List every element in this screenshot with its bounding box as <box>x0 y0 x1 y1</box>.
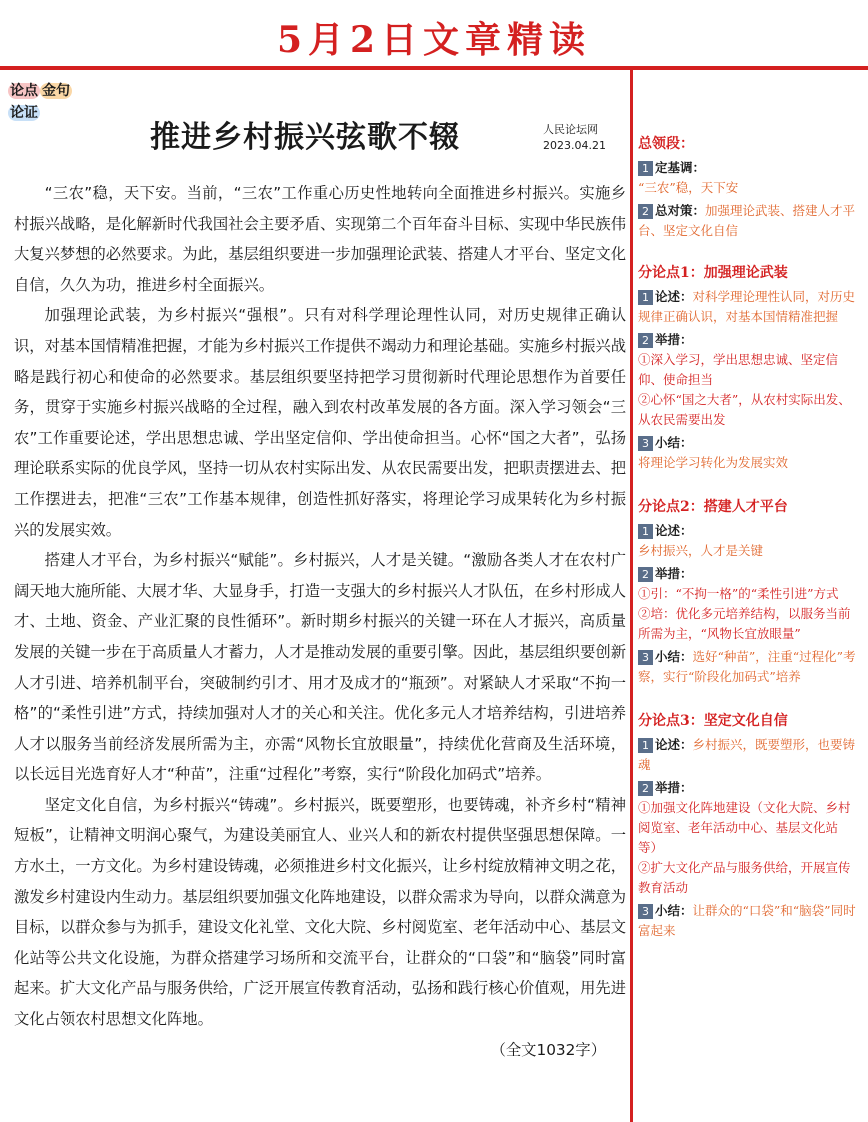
number-icon: 1 <box>638 738 653 753</box>
number-icon: 3 <box>638 904 653 919</box>
article-title: 推进乡村振兴弦歌不辍 <box>150 120 460 155</box>
source-name: 人民论坛网 <box>543 123 598 136</box>
number-icon: 1 <box>638 290 653 305</box>
section-2-title: 分论点2：搭建人才平台 <box>638 499 788 515</box>
paragraph-intro: “三农”稳，天下安。当前，“三农”工作重心历史性地转向全面推进乡村振兴。实施乡村振兴战略，是化解新时代我国社会主要矛盾、实现第二个百年奋斗目标、实现中华民族伟大复兴梦想的必然要求。为此，基层组织要进一步加强理论武装、搭建人才平台、坚定文化自信，久久为功，推进乡村全面振兴。 <box>14 184 626 294</box>
column-divider <box>630 70 633 1122</box>
number-icon: 2 <box>638 567 653 582</box>
number-icon: 3 <box>638 650 653 665</box>
page-title: 5月2日文章精读 <box>276 19 592 61</box>
page-header <box>0 0 868 70</box>
section-3-title: 分论点3：坚定文化自信 <box>638 713 788 729</box>
highlight-legend <box>8 80 72 124</box>
paragraph-culture: 坚定文化自信，为乡村振兴“铸魂”。乡村振兴，既要塑形，也要铸魂，补齐乡村“精神短板”，让精神文明润心聚气，为建设美丽宜人、业兴人和的新农村提供坚强思想保障。一方水土，一方文化。为乡村建设铸魂，必须推进乡村文化振兴，让乡村绽放精神文明之花，激发乡村建设内生动力。基层组织要加强文化阵地建设，以群众需求为导向，以群众满意为目标，以群众参与为抓手，建设文化礼堂、文化大院、乡村阅览室、老年活动中心、基层文化站等公共文化设施，为群众搭建学习场所和交流平台，让群众的“口袋”和“脑袋”同时富起来。扩大文化产品与服务供给，广泛开展宣传教育活动，弘扬和践行核心价值观，用先进文化占领农村思想文化阵地。 <box>14 795 626 1029</box>
article-body <box>14 178 626 1065</box>
word-count: （全文1032字） <box>490 1040 606 1059</box>
section-1-title: 分论点1：加强理论武装 <box>638 265 788 281</box>
article-source <box>543 122 606 154</box>
source-date: 2023.04.21 <box>543 139 606 152</box>
general-section-title: 总领段： <box>638 136 694 152</box>
number-icon: 3 <box>638 436 653 451</box>
analysis-sidebar: 总领段： 1 定基调： “三农”稳，天下安 2 总对策：加强理论武装、搭建人才平台、坚定文化自信 分论点1：加强理论武装 1 论述：对科学理论理性认同，对历史规律正确认识，对基本国情精准把握 2 举措： ①深入学习，学出思想忠诚、坚定信仰、使命担当 ②心怀“国之大者”，从农村实际出发、从农民需要出发 3 小结： 将理论学习转化为发展实效 分论点2：搭建人才平台 1 论述： 乡村振兴，人才是关键 2 举措： ①引：“不拘一格”的“柔性引进”方式 ②培：优化多元培养结构，以服务当前所需为主，“风物长宜放眼量” 3 小结：选好“种苗”，注重“过程化”考察，实行“阶段化加码式”培养 分论点3：坚定文化自信 1 论述：乡村振兴，既要塑形，也要铸魂 2 举措： ①加强文化阵地建设（文化大院、乡村阅览室、老年活动中心、基层文化站等） ②扩大文化产品与服务供给，开展宣传教育活动 3 小结：让群众的“口袋”和“脑袋”同时富起来 <box>638 134 862 944</box>
legend-lundian: 论点 <box>10 83 38 99</box>
number-icon: 2 <box>638 204 653 219</box>
number-icon: 2 <box>638 333 653 348</box>
paragraph-talent: 搭建人才平台，为乡村振兴“赋能”。乡村振兴，人才是关键。“激励各类人才在农村广阔天地大施所能、大展才华、大显身手，打造一支强大的乡村振兴人才队伍，在乡村形成人才、土地、资金、产业汇聚的良性循环”。新时期乡村振兴的关键一环在人才振兴，高质量发展的关键一步在于高质量人才蓄力，人才是推动发展的重要引擎。因此，基层组织要创新人才引进、培养机制平台，突破制约引才、用才及成才的“瓶颈”。对紧缺人才采取“不拘一格”的“柔性引进”方式，持续加强对人才的关心和关注。优化多元人才培养结构，引进培养人才以服务当前经济发展所需为主，亦需“风物长宜放眼量”，持续优化营商及生活环境，以长远目光选育好人才“种苗”，注重“过程化”考察，实行“阶段化加码式”培养。 <box>14 551 626 784</box>
legend-lunzheng: 论证 <box>10 105 38 121</box>
number-icon: 1 <box>638 524 653 539</box>
number-icon: 1 <box>638 161 653 176</box>
header-rule <box>0 66 868 70</box>
legend-jinju: 金句 <box>42 83 70 99</box>
paragraph-theory: 加强理论武装，为乡村振兴“强根”。只有对科学理论理性认同，对历史规律正确认识，对基本国情精准把握，才能为乡村振兴工作提供不竭动力和理论基础。实施乡村振兴战略是践行初心和使命的必然要求。基层组织要坚持把学习贯彻新时代理论思想作为首要任务，贯穿于实施乡村振兴战略的全过程，融入到农村改革发展的各方面。深入学习领会“三农”工作重要论述，学出思想忠诚、学出坚定信仰、学出使命担当。心怀“国之大者”，弘扬理论联系实际的优良学风，坚持一切从农村实际出发、从农民需要出发，把职责摆进去、把工作摆进去，把准“三农”工作基本规律，创造性抓好落实，将理论学习成果转化为乡村振兴的发展实效。 <box>14 306 626 539</box>
number-icon: 2 <box>638 781 653 796</box>
